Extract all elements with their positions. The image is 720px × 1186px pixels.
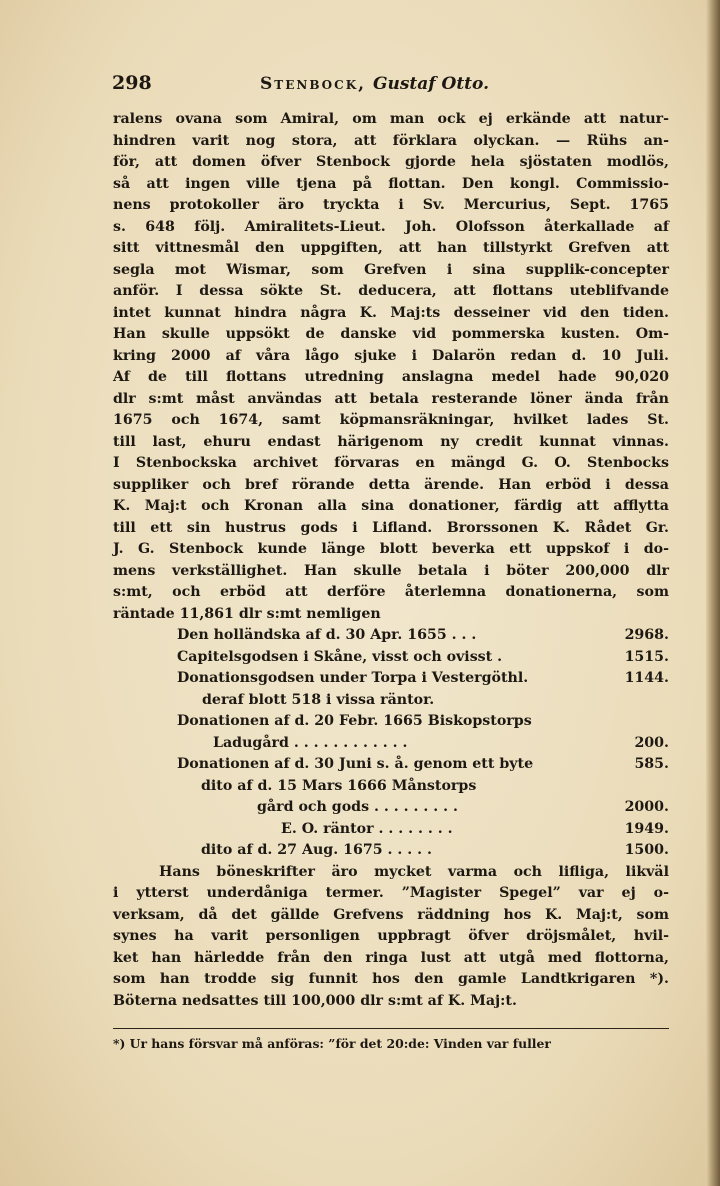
ledger-description: Ladugård . . . . . . . . . . . . — [213, 734, 408, 751]
ledger-row — [113, 733, 669, 755]
page-number: 298 — [112, 72, 152, 94]
ledger-description: Donationen af d. 20 Febr. 1665 Biskopstorps — [177, 713, 532, 729]
text-line: i ytterst underdåniga termer. ”Magister Spegel” var ej o- — [113, 885, 669, 901]
text-line: sitt vittnesmål den uppgiften, att han tillstyrkt Grefven att — [113, 240, 669, 256]
ledger-description: deraf blott 518 i vissa räntor. — [202, 691, 435, 708]
text-line: som han trodde sig funnit hos den gamle Landtkrigaren *). — [113, 971, 669, 987]
ledger-description: Donationen af d. 30 Juni s. å. genom ett byte — [177, 756, 534, 772]
ledger-description: dito af d. 27 Aug. 1675 . . . . . — [201, 842, 432, 858]
text-line: till ett sin hustrus gods i Lifland. Brorssonen K. Rådet Gr. — [113, 519, 669, 536]
ledger-amount: 1515. — [624, 648, 669, 665]
ledger-row — [113, 797, 669, 819]
ledger-amount: 200. — [634, 734, 669, 751]
text-line: segla mot Wismar, som Grefven i sina supplik-concepter — [113, 261, 669, 278]
ledger-row — [113, 819, 669, 841]
ledger-row — [113, 668, 669, 690]
text-line: nens protokoller äro tryckta i Sv. Mercurius, Sept. 1765 — [113, 197, 669, 213]
text-line: I Stenbockska archivet förvaras en mängd G. O. Stenbocks — [113, 455, 669, 471]
text-line: så att ingen ville tjena på flottan. Den kongl. Commissio- — [113, 175, 669, 192]
text-line: verksam, då det gällde Grefvens räddning hos K. Maj:t, som — [113, 906, 669, 923]
ledger-amount: 2968. — [624, 627, 669, 643]
text-line: Han skulle uppsökt de danske vid pommerska kusten. Om- — [113, 326, 669, 342]
ledger-amount: 1144. — [624, 670, 669, 686]
paragraph-closing — [113, 862, 669, 1013]
text-line: K. Maj:t och Kronan alla sina donationer, färdig att afflytta — [113, 498, 669, 514]
text-line: till last, ehuru endast härigenom ny credit kunnat vinnas. — [113, 433, 669, 450]
ledger-row — [113, 711, 669, 733]
paragraph-continuation — [113, 109, 669, 625]
ledger-row — [113, 625, 669, 647]
text-line: anför. I dessa sökte St. deducera, att flottans uteblifvande — [113, 283, 669, 299]
text-line: ket han härledde från den ringa lust att utgå med flottorna, — [113, 949, 669, 966]
ledger-description: dito af d. 15 Mars 1666 Månstorps — [201, 777, 477, 794]
text-line: Af de till flottans utredning anslagna medel hade 90,020 — [113, 369, 669, 385]
ledger-row — [113, 840, 669, 862]
ledger-row — [113, 647, 669, 669]
page-header — [112, 72, 672, 98]
text-line: hindren varit nog stora, att förklara olyckan. — Rühs an- — [113, 132, 669, 149]
text-line: ralens ovana som Amiral, om man ock ej erkände att natur- — [113, 111, 669, 127]
text-line: mens verkställighet. Han skulle betala i böter 200,000 dlr — [113, 562, 669, 579]
text-line: räntade 11,861 dlr s:mt nemligen — [113, 605, 381, 622]
text-line: J. G. Stenbock kunde länge blott beverka ett uppskof i do- — [113, 541, 669, 557]
ledger-amount: 1500. — [624, 842, 669, 858]
donation-ledger — [113, 625, 669, 862]
text-line: Böterna nedsattes till 100,000 dlr s:mt af K. Maj:t. — [113, 992, 517, 1009]
ledger-description: E. O. räntor . . . . . . . . — [281, 820, 453, 837]
ledger-row — [113, 776, 669, 798]
text-line: synes ha varit personligen uppbragt öfver dröjsmålet, hvil- — [113, 928, 669, 944]
text-line: intet kunnat hindra några K. Maj:ts desseiner vid den tiden. — [113, 304, 669, 321]
running-head — [260, 74, 489, 94]
page-edge — [706, 0, 720, 1186]
text-line: s. 648 följ. Amiralitets-Lieut. Joh. Olofsson återkallade af — [113, 218, 669, 235]
text-line: Hans böneskrifter äro mycket varma och lifliga, likväl — [159, 863, 669, 880]
ledger-amount: 2000. — [624, 799, 669, 815]
text-line: s:mt, och erböd att derföre återlemna donationerna, som — [113, 584, 669, 600]
ledger-description: Capitelsgodsen i Skåne, visst och ovisst . — [177, 648, 503, 665]
running-head-name: Stenbock, — [260, 74, 367, 94]
running-head-given: Gustaf Otto. — [372, 74, 489, 94]
ledger-row — [113, 690, 669, 712]
ledger-amount: 585. — [634, 756, 669, 772]
ledger-description: Den holländska af d. 30 Apr. 1655 . . . — [177, 627, 477, 643]
ledger-description: Donationsgodsen under Torpa i Vestergöthl. — [177, 670, 529, 686]
ledger-description: gård och gods . . . . . . . . . — [257, 799, 459, 815]
footnote-rule — [113, 1028, 669, 1029]
text-line: för, att domen öfver Stenbock gjorde hela sjöstaten modlös, — [113, 154, 669, 170]
text-line: 1675 och 1674, samt köpmansräkningar, hvilket lades St. — [113, 412, 669, 428]
text-line: suppliker och bref rörande detta ärende. Han erböd i dessa — [113, 476, 669, 493]
text-line: kring 2000 af våra lågo sjuke i Dalarön redan d. 10 Juli. — [113, 347, 669, 364]
ledger-amount: 1949. — [624, 820, 669, 837]
text-line: dlr s:mt måst användas att betala resterande löner ända från — [113, 390, 669, 407]
ledger-row — [113, 754, 669, 776]
body-text — [113, 109, 669, 1012]
footnote: *) Ur hans försvar må anföras: ”för det 20:de: Vinden var fuller — [113, 1036, 551, 1051]
